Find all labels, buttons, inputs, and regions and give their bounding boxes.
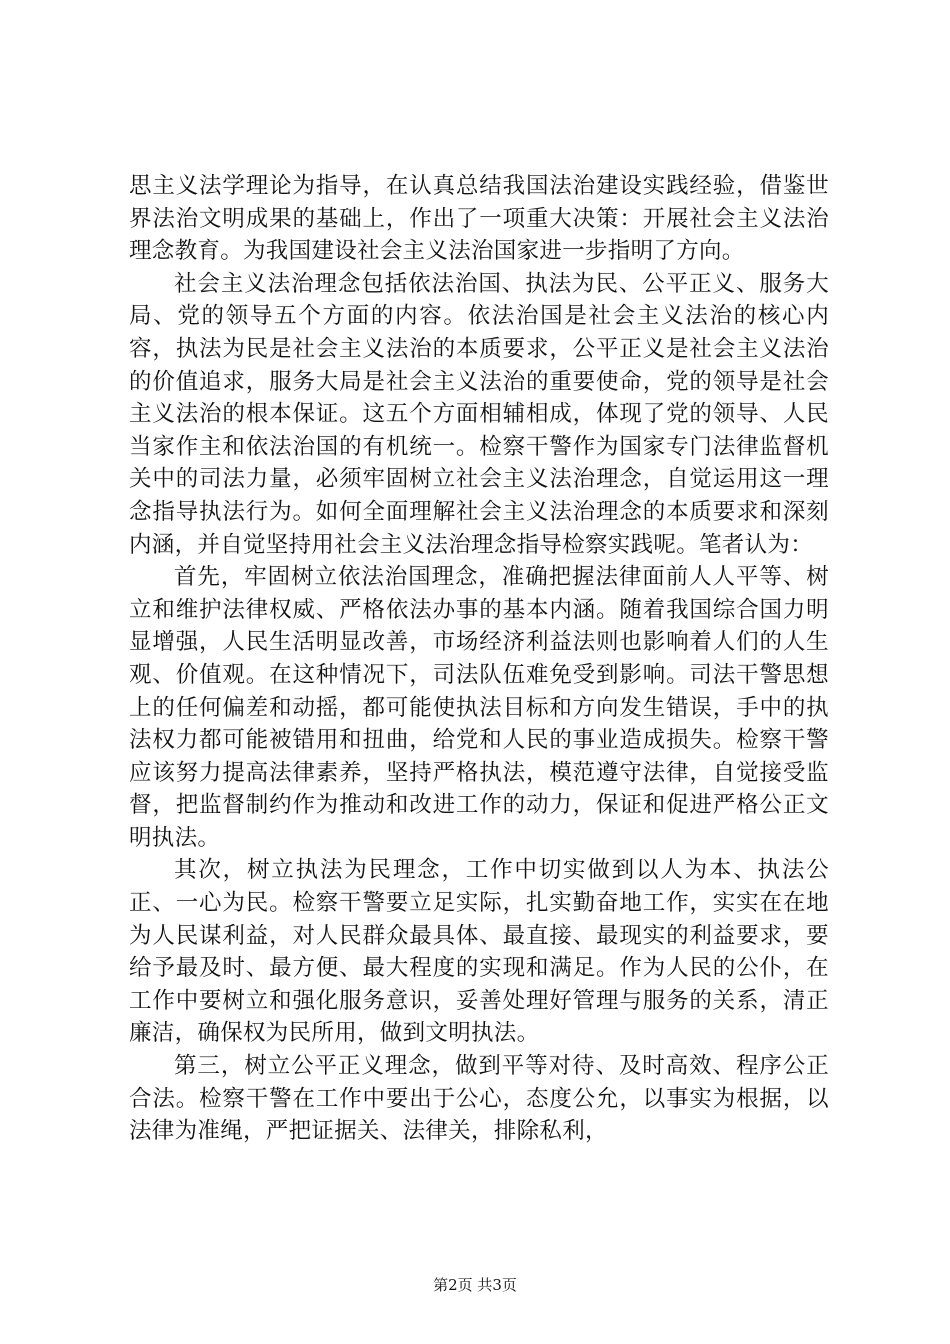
- paragraph: 其次，树立执法为民理念，工作中切实做到以人为本、执法公正、一心为民。检察干警要立足实际，扎实勤奋地工作，实实在在地为人民谋利益，对人民群众最具体、最直接、最现实的利益要求，要给予最及时、最方便、最大程度的实现和满足。作为人民的公仆，在工作中要树立和强化服务意识，妥善处理好管理与服务的关系，清正廉洁，确保权为民所用，做到文明执法。: [129, 857, 829, 1047]
- paragraph: 思主义法学理论为指导，在认真总结我国法治建设实践经验，借鉴世界法治文明成果的基础上，作出了一项重大决策：开展社会主义法治理念教育。为我国建设社会主义法治国家进一步指明了方向。: [129, 173, 829, 265]
- paragraph: 首先，牢固树立依法治国理念，准确把握法律面前人人平等、树立和维护法律权威、严格依法办事的基本内涵。随着我国综合国力明显增强，人民生活明显改善，市场经济利益法则也影响着人们的人生观、价值观。在这种情况下，司法队伍难免受到影响。司法干警思想上的任何偏差和动摇，都可能使执法目标和方向发生错误，手中的执法权力都可能被错用和扭曲，给党和人民的事业造成损失。检察干警应该努力提高法律素养，坚持严格执法，模范遵守法律，自觉接受监督，把监督制约作为推动和改进工作的动力，保证和促进严格公正文明执法。: [129, 564, 829, 851]
- paragraph: 社会主义法治理念包括依法治国、执法为民、公平正义、服务大局、党的领导五个方面的内容。依法治国是社会主义法治的核心内容，执法为民是社会主义法治的本质要求，公平正义是社会主义法治的价值追求，服务大局是社会主义法治的重要使命，党的领导是社会主义法治的根本保证。这五个方面相辅相成，体现了党的领导、人民当家作主和依法治国的有机统一。检察干警作为国家专门法律监督机关中的司法力量，必须牢固树立社会主义法治理念，自觉运用这一理念指导执法行为。如何全面理解社会主义法治理念的本质要求和深刻内涵，并自觉坚持用社会主义法治理念指导检察实践呢。笔者认为：: [129, 270, 829, 558]
- document-body: [129, 170, 829, 1148]
- paragraph: 第三，树立公平正义理念，做到平等对待、及时高效、程序公正合法。检察干警在工作中要出于公心，态度公允，以事实为根据，以法律为准绳，严把证据关、法律关，排除私利，: [129, 1053, 829, 1145]
- page-footer: 第2页 共3页: [433, 1276, 517, 1294]
